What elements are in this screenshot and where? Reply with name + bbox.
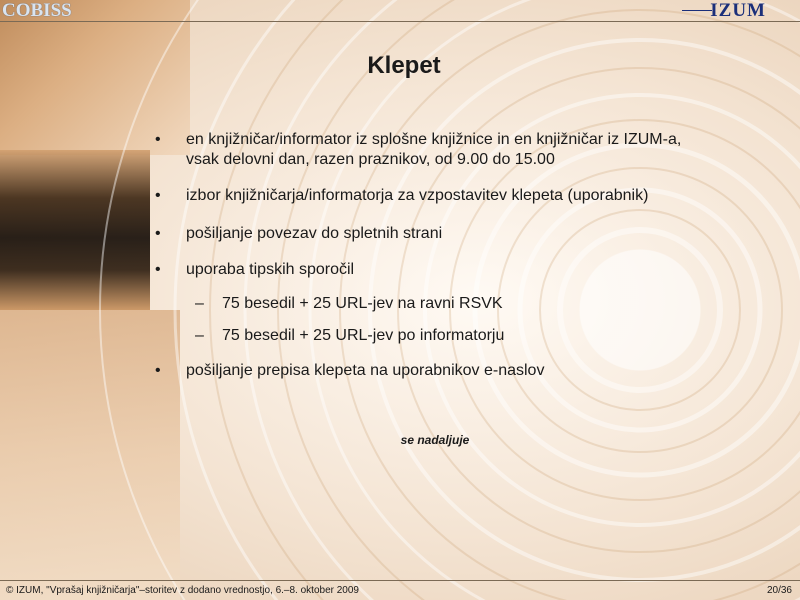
bullet-list [155,130,755,381]
footer-caption: © IZUM, "Vprašaj knjižničarja"–storitev z dodano vrednostjo, 6.–8. oktober 2009 [6,585,359,596]
sub-list-item-text: 75 besedil + 25 URL-jev po informatorju [222,327,505,344]
list-item [155,130,755,170]
list-item-text: pošiljanje povezav do spletnih strani [186,225,443,242]
list-item [155,186,755,206]
dash-marker: – [195,295,204,312]
slide-title: Klepet [367,52,441,79]
sub-list-item [155,326,755,346]
cobiss-logo: COBISS [2,0,72,21]
bullet-marker: • [155,362,161,379]
izum-logo-line [682,10,712,11]
list-item [155,361,755,381]
page-number: 20/36 [766,585,792,596]
bullet-marker: • [155,131,161,148]
dash-marker: – [195,327,204,344]
list-item-text: uporaba tipskih sporočil [186,261,355,278]
continuation-note: se nadaljuje [400,433,470,447]
list-item-text: en knjižničar/informator iz splošne knjižnice in en knjižničar iz IZUM-a, [186,131,682,148]
sub-list-item [155,294,755,314]
sub-list-item-text: 75 besedil + 25 URL-jev na ravni RSVK [222,295,503,312]
bullet-marker: • [155,225,161,242]
list-item [155,224,755,244]
list-item-text: izbor knjižničarja/informatorja za vzpostavitev klepeta (uporabnik) [186,187,649,204]
list-item-text-line2: vsak delovni dan, razen praznikov, od 9.00 do 15.00 [186,151,555,168]
footer-divider [0,580,800,581]
header-divider [0,21,800,22]
izum-logo: IZUM [710,0,766,21]
list-item-text: pošiljanje prepisa klepeta na uporabnikov e-naslov [186,362,545,379]
bullet-marker: • [155,261,161,278]
list-item [155,260,755,280]
bullet-marker: • [155,187,161,204]
